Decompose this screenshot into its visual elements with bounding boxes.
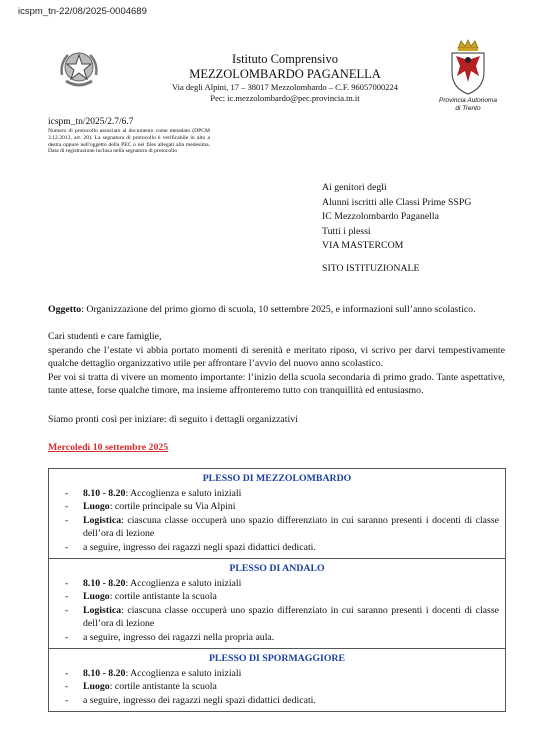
list-item: - 8.10 - 8.20: Accoglienza e saluto iniziali xyxy=(55,577,499,591)
list-item: - a seguire, ingresso dei ragazzi negli spazi didattici dedicati. xyxy=(55,694,499,708)
institution-address: Via degli Alpini, 17 – 38017 Mezzolombardo – C.F. 96057000224 xyxy=(172,82,398,92)
list-item: - a seguire, ingresso dei ragazzi nella propria aula. xyxy=(55,631,499,645)
plesso-title: PLESSO DI MEZZOLOMBARDO xyxy=(202,473,352,484)
institution-header xyxy=(120,52,450,104)
paragraph-1: sperando che l’estate vi abbia portato momenti di serenità e meritato riposo, vi scrivo per darvi tempestivamente qualche dettaglio organizzativo utile per affrontare l’avvio del nuovo anno scolastico. xyxy=(48,344,505,369)
italian-republic-emblem-icon xyxy=(58,45,100,91)
institution-name-line2: MEZZOLOMBARDO PAGANELLA xyxy=(189,67,381,81)
list-item: - Luogo: cortile antistante la scuola xyxy=(55,590,499,604)
recipient-line: Tutti i plessi xyxy=(322,225,371,237)
province-label xyxy=(426,97,510,113)
plesso-cell xyxy=(49,649,506,712)
list-item: - Logistica: ciascuna classe occuperà uno spazio differenziato in cui saranno presenti i docenti di classe dell’ora di lezione xyxy=(55,604,499,631)
plesso-title: PLESSO DI SPORMAGGIORE xyxy=(208,653,346,664)
date-heading: Mercoledì 10 settembre 2025 xyxy=(48,442,169,453)
plesso-cell xyxy=(49,469,506,559)
list-item: - Luogo: cortile antistante la scuola xyxy=(55,680,499,694)
list-item: - 8.10 - 8.20: Accoglienza e saluto iniziali xyxy=(55,487,499,501)
recipients-block xyxy=(322,181,471,276)
plessi-table xyxy=(48,468,506,712)
list-item: - 8.10 - 8.20: Accoglienza e saluto iniziali xyxy=(55,667,499,681)
protocol-stamp: icspm_tn-22/08/2025-0004689 xyxy=(18,6,147,17)
paragraph-2: Per voi si tratta di vivere un momento importante: l’inizio della scuola secondaria di primo grado. Tante aspettative, tante attese, forse qualche timore, ma insieme affronteremo tutto con tranquillità ed entusiasmo. xyxy=(48,371,505,396)
subject-text: : Organizzazione del primo giorno di scuola, 10 settembre 2025, e informazioni sull’anno scolastico. xyxy=(81,304,476,315)
plesso-cell xyxy=(49,559,506,649)
paragraph-3: Siamo pronti così per iniziare: di seguito i dettagli organizzativi xyxy=(48,414,298,425)
province-label-line1: Provincia Autonoma xyxy=(439,97,497,104)
trento-coat-of-arms-icon xyxy=(446,38,490,96)
institution-name-line1: Istituto Comprensivo xyxy=(232,52,338,66)
greeting: Cari studenti e care famiglie, xyxy=(48,331,162,342)
protocol-block xyxy=(48,116,210,155)
protocol-note: Numero di protocollo associato al documento come metadato (DPCM 3.12.2013, art. 20). La segnatura di protocollo è verificabile in alto a destra oppure nell'oggetto della PEC o nei files allegati alla medesima. Data di registrazione inclusa nella segnatura di protocollo xyxy=(48,128,210,155)
list-item: - Logistica: ciascuna classe occuperà uno spazio differenziato in cui saranno presenti i docenti di classe dell’ora di lezione xyxy=(55,514,499,541)
institution-pec: Pec: ic.mezzolombardo@pec.provincia.tn.it xyxy=(210,93,360,103)
province-label-line2: di Trento xyxy=(455,105,481,112)
list-item: - Luogo: cortile principale su Via Alpini xyxy=(55,500,499,514)
protocol-code: icspm_tn/2025/2.7/6.7 xyxy=(48,117,134,127)
recipient-website: SITO ISTITUZIONALE xyxy=(322,262,420,274)
recipient-line: VIA MASTERCOM xyxy=(322,240,404,251)
subject-label: Oggetto xyxy=(48,304,82,315)
recipient-line: IC Mezzolombardo Paganella xyxy=(322,211,439,222)
list-item: - a seguire, ingresso dei ragazzi negli spazi didattici dedicati. xyxy=(55,541,499,555)
recipient-line: Alunni iscritti alle Classi Prime SSPG xyxy=(322,196,472,208)
recipient-line: Ai genitori degli xyxy=(322,182,387,193)
subject-line xyxy=(48,303,505,317)
letter-body xyxy=(48,330,505,398)
plesso-title: PLESSO DI ANDALO xyxy=(229,563,325,574)
